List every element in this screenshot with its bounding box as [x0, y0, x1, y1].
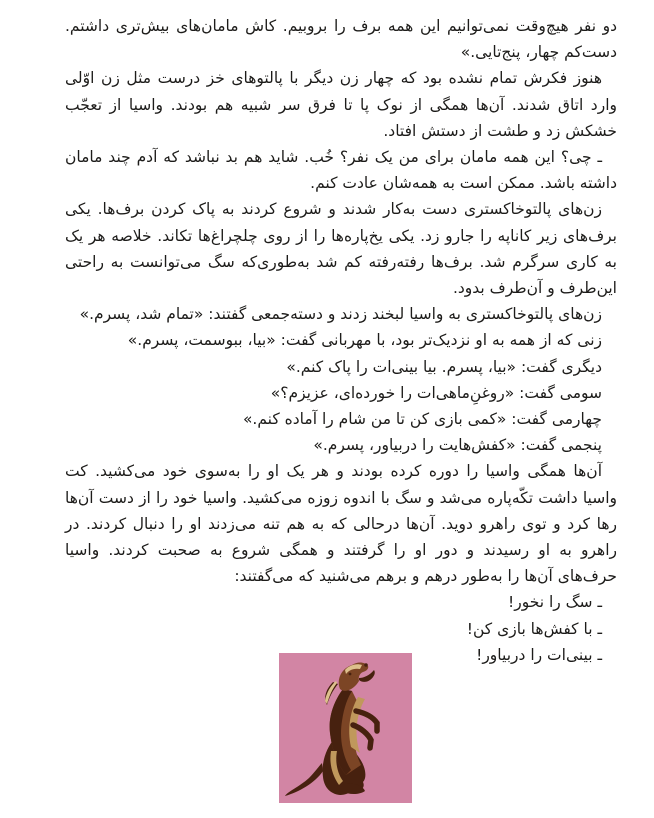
dog-nose	[364, 663, 368, 667]
story-paragraph-dialogue: ـ بینی‌ات را دربیاور!	[476, 645, 602, 664]
story-paragraph: پنجمی گفت: «کفش‌هایت را دربیاور، پسرم.»	[313, 436, 602, 455]
story-paragraph: دو نفر هیچ‌وقت نمی‌توانیم این همه برف را بروبیم. کاش مامان‌های بیش‌تری داشتم. دست‌کم چهار، پنج‌تایی.»	[65, 17, 617, 62]
story-paragraph: هنوز فکرش تمام نشده بود که چهار زن دیگر با پالتوهای خز درست مثل زن اوّلی وارد اتاق شدند. آن‌ها همگی از نوک پا تا فرق سر شبیه هم بودند. واسیا از تعجّب خشکش زد و طشت از دستش افتاد.	[65, 69, 617, 140]
rearing-dog-drawing	[279, 653, 412, 803]
story-paragraph: دیگری گفت: «بیا، پسرم. بیا بینی‌ات را پاک کنم.»	[286, 357, 602, 376]
story-text	[65, 13, 617, 668]
story-paragraph-dialogue: ـ چی؟ این همه مامان برای من یک نفر؟ خُب. شاید هم بد نباشد که آدم چند مامان داشته باشد. ممکن است به همه‌شان عادت کنم.	[65, 148, 617, 193]
story-paragraph: زن‌های پالتوخاکستری به واسیا لبخند زدند و دسته‌جمعی گفتند: «تمام شد، پسرم.»	[79, 305, 602, 324]
story-paragraph: سومی گفت: «روغنِ‌ماهی‌ات را خورده‌ای، عزیزم؟»	[270, 383, 602, 402]
story-paragraph: زن‌های پالتوخاکستری دست به‌کار شدند و شروع کردند به پاک کردن برف‌ها. یکی برف‌های زیر کاناپه را جارو زد. یکی یخ‌پاره‌ها را از روی چلچراغ‌ها تکاند. خلاصه هر یک به کاری سرگرم شد. برف‌ها رفته‌رفته کم شد به‌طوری‌که سگ می‌توانست به راحتی این‌طرف و آن‌طرف بدود.	[65, 200, 617, 298]
dog-illustration	[279, 653, 412, 803]
story-paragraph-dialogue: ـ سگ را نخور!	[508, 593, 602, 612]
dog-eye	[349, 673, 352, 676]
story-paragraph: آن‌ها همگی واسیا را دوره کرده بودند و هر یک او را به‌سوی خود می‌کشید. کت واسیا داشت تکّه‌پاره می‌شد و سگ با اندوه زوزه می‌کشید. واسیا خود را از دست آن‌ها رها کرد و توی راهرو دوید. آن‌ها درحالی که به هم تنه می‌زدند او را دنبال کردند. در راهرو به او رسیدند و دور او را گرفتند و همگی شروع به صحبت کردند. واسیا حرف‌های آن‌ها را به‌طور درهم و برهم می‌شنید که می‌گفتند:	[65, 462, 617, 586]
story-paragraph: زنی که از همه به او نزدیک‌تر بود، با مهربانی گفت: «بیا، ببوسمت، پسرم.»	[127, 331, 602, 350]
story-paragraph: چهارمی گفت: «کمی بازی کن تا من شام را آماده کنم.»	[242, 410, 602, 429]
story-paragraph-dialogue: ـ با کفش‌ها بازی کن!	[466, 619, 602, 638]
